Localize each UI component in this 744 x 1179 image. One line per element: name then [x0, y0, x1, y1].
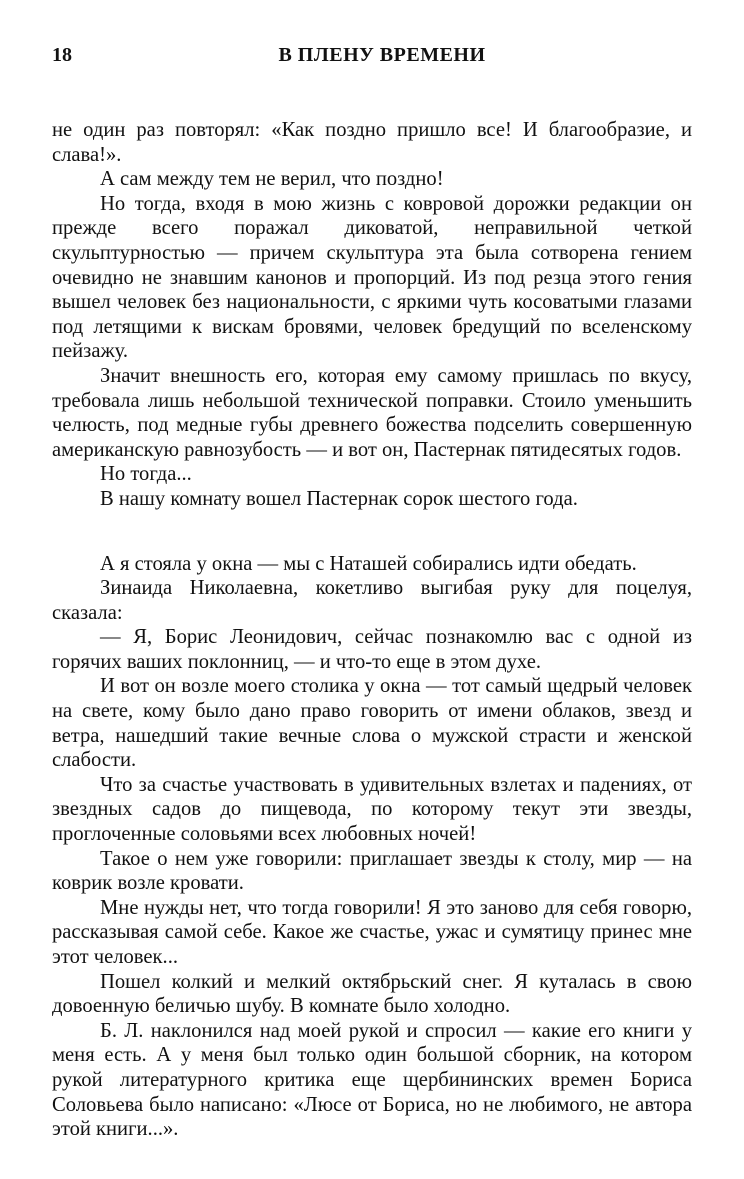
paragraph: А я стояла у окна — мы с Наташей собирались идти обедать. [100, 552, 637, 575]
paragraph: Пошел колкий и мелкий октябрьский снег. Я куталась в свою довоенную беличью шубу. В комнате было холодно. [52, 970, 692, 1018]
book-page [52, 44, 692, 1142]
body-text [52, 118, 692, 1142]
running-title: В ПЛЕНУ ВРЕМЕНИ [278, 44, 486, 66]
paragraph: А сам между тем не верил, что поздно! [100, 168, 444, 191]
section-break [52, 512, 692, 552]
page-header [52, 44, 692, 74]
paragraph: Но тогда, входя в мою жизнь с ковровой дорожки редакции он прежде всего поражал диковатой, неправильной четкой скульптурностью — причем скульптура эта была сотворена гением очевидно не знавшим канонов и пропорций. Из под резца этого гения вышел человек без национальности, с яркими чуть косоватыми глазами под летящими к вискам бровями, человек бредущий по вселенскому пейзажу. [52, 192, 692, 363]
paragraph: Мне нужды нет, что тогда говорили! Я это заново для себя говорю, рассказывая самой себе. Какое же счастье, ужас и сумятицу принес мне этот человек... [52, 896, 692, 968]
paragraph: Такое о нем уже говорили: приглашает звезды к столу, мир — на коврик возле кровати. [52, 847, 692, 895]
paragraph: Что за счастье участвовать в удивительных взлетах и падениях, от звездных садов до пищевода, по которому текут эти звезды, проглоченные соловьями всех любовных ночей! [52, 773, 692, 846]
page-number: 18 [52, 44, 72, 66]
paragraph: — Я, Борис Леонидович, сейчас познакомлю вас с одной из горячих ваших поклонниц, — и что-то еще в этом духе. [52, 626, 692, 673]
paragraph: Б. Л. наклонился над моей рукой и спросил — какие его книги у меня есть. А у меня был только один большой сборник, на котором рукой литературного критика еще щербининских времен Бориса Соловьева было написано: «Люсе от Бориса, но не любимого, не автора этой книги...». [52, 1019, 692, 1141]
paragraph: Зинаида Николаевна, кокетливо выгибая руку для поцелуя, сказала: [52, 577, 692, 624]
paragraph: В нашу комнату вошел Пастернак сорок шестого года. [100, 487, 578, 510]
paragraph: не один раз повторял: «Как поздно пришло все! И благообразие, и слава!». [52, 119, 692, 166]
paragraph: Но тогда... [100, 463, 192, 486]
paragraph: И вот он возле моего столика у окна — тот самый щедрый человек на свете, кому было дано право говорить от имени облаков, звезд и ветра, нашедший такие вечные слова о мужской страсти и женской слабости. [52, 675, 692, 772]
paragraph: Значит внешность его, которая ему самому пришлась по вкусу, требовала лишь небольшой технической поправки. Стоило уменьшить челюсть, под медные губы древнего божества подселить совершенную американскую равнозубость — и вот он, Пастернак пятидесятых годов. [52, 364, 692, 461]
